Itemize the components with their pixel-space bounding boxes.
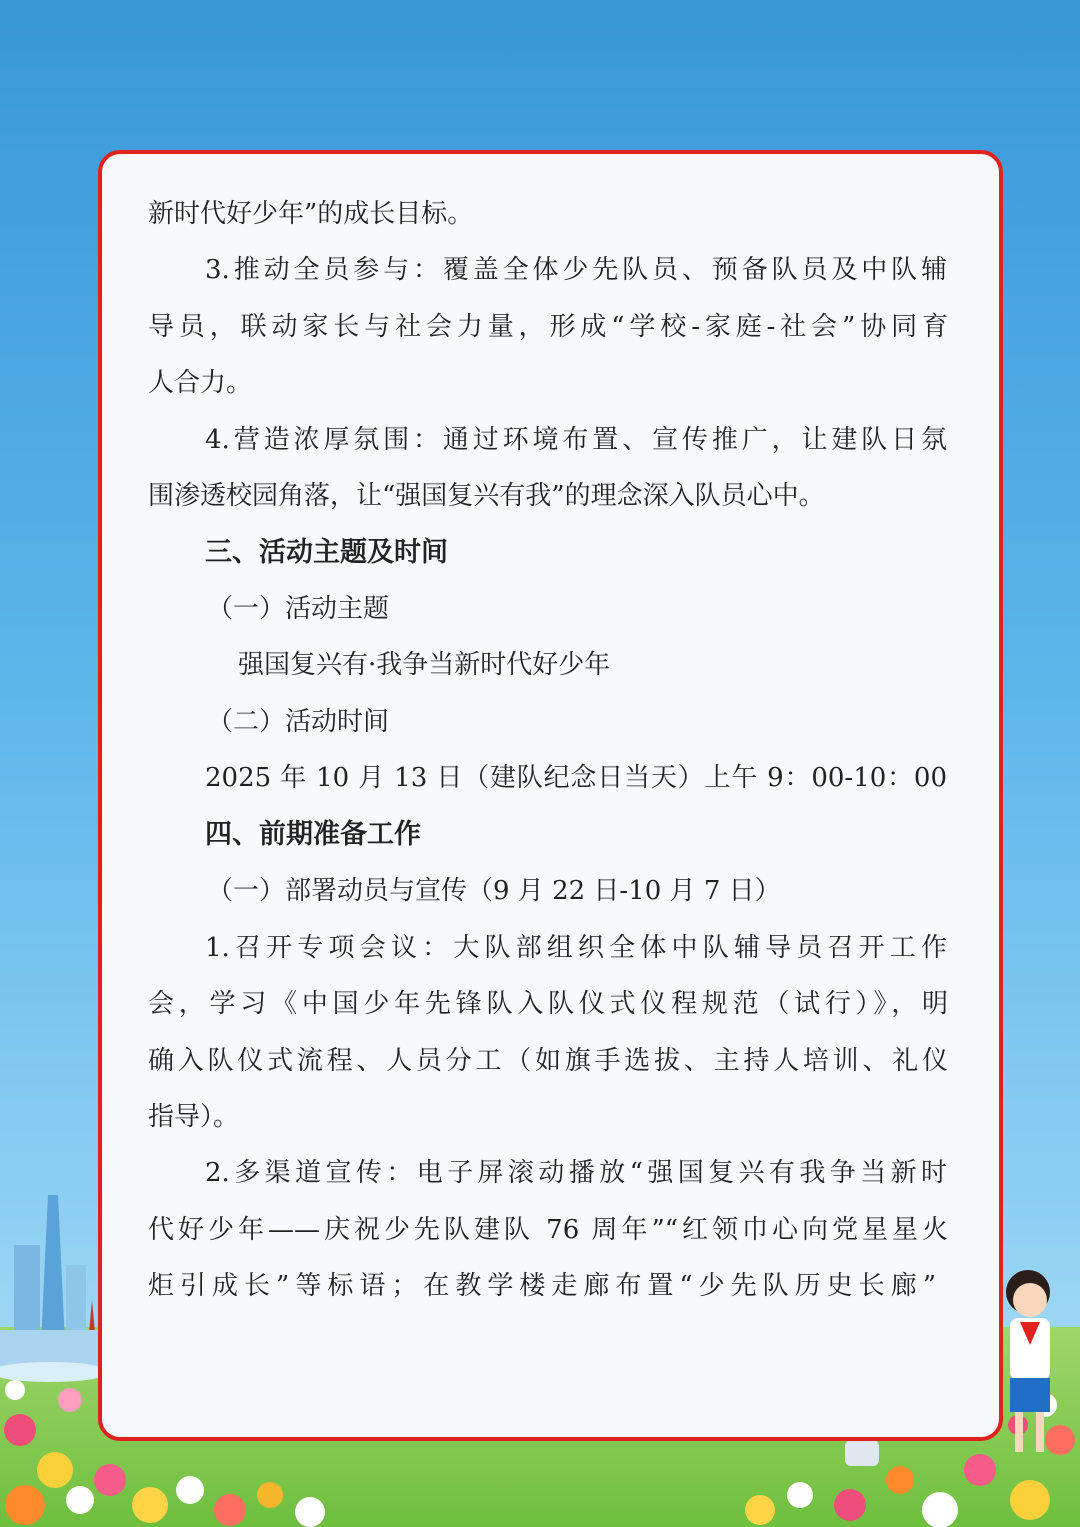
section-heading: 三、活动主题及时间 xyxy=(205,537,448,568)
text-line: 会，学习《中国少年先锋队入队仪式仪程规范（试行）》，明 xyxy=(148,989,948,1019)
text-line: 新时代好少年”的成长目标。 xyxy=(148,199,474,229)
subsection-heading: （一）部署动员与宣传（9 月 22 日-10 月 7 日） xyxy=(207,876,781,906)
text-line: 导员，联动家长与社会力量，形成“学校-家庭-社会”协同育 xyxy=(148,312,948,342)
text-line: 2.多渠道宣传：电子屏滚动播放“强国复兴有我争当新时 xyxy=(205,1158,947,1188)
text-line: 确入队仪式流程、人员分工（如旗手选拔、主持人培训、礼仪 xyxy=(148,1046,948,1076)
city-skyline-illustration xyxy=(0,1195,110,1382)
text-line: 人合力。 xyxy=(148,368,253,398)
text-line: 3.推动全员参与：覆盖全体少先队员、预备队员及中队辅 xyxy=(205,255,947,285)
activity-theme: 强国复兴有·我争当新时代好少年 xyxy=(238,650,611,680)
text-line: 代好少年——庆祝少先队建队 76 周年”“红领巾心向党星星火 xyxy=(148,1215,948,1245)
text-line: 围渗透校园角落，让“强国复兴有我”的理念深入队员心中。 xyxy=(148,481,825,511)
content-card xyxy=(98,150,1003,1441)
subsection-heading: （二）活动时间 xyxy=(207,707,390,737)
text-line: 1.召开专项会议：大队部组织全体中队辅导员召开工作 xyxy=(205,933,947,963)
subsection-heading: （一）活动主题 xyxy=(207,594,390,624)
section-heading: 四、前期准备工作 xyxy=(205,819,421,850)
activity-time: 2025 年 10 月 13 日（建队纪念日当天）上午 9：00-10：00 xyxy=(205,763,947,793)
text-line: 4.营造浓厚氛围：通过环境布置、宣传推广，让建队日氛 xyxy=(205,425,947,455)
text-line: 指导）。 xyxy=(148,1102,240,1132)
text-line: 炬引成长”等标语；在教学楼走廊布置“少先队历史长廊” xyxy=(148,1271,936,1301)
